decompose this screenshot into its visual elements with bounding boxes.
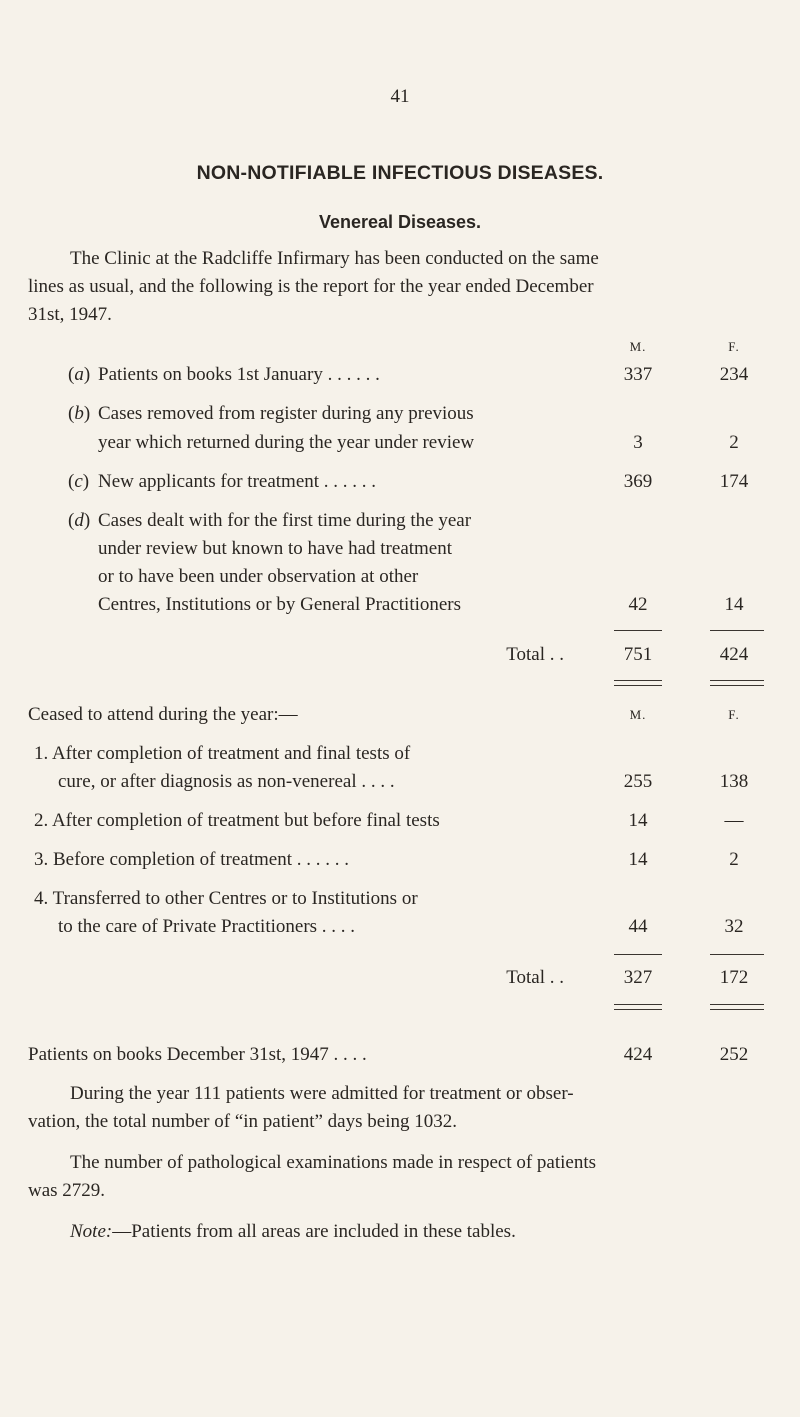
para3-line-1: The number of pathological examinations made in respect of patients (70, 1152, 597, 1173)
table1-row-d-line2 (0, 535, 800, 563)
row-b-line2: year which returned during the year under review (98, 432, 475, 453)
closing-row (0, 1041, 800, 1069)
table1-row-b-line1 (0, 400, 800, 428)
row-a-mark: (a) (68, 364, 91, 385)
row3-label: 3. Before completion of treatment . . . . . . (34, 849, 349, 870)
row-c-mark: (c) (68, 471, 90, 492)
table1-total-f: 424 (719, 644, 749, 665)
row-d-line3: or to have been under observation at other (98, 566, 419, 587)
intro-line-2: lines as usual, and the following is the report for the year ended December (28, 276, 594, 297)
row1-line2: cure, or after diagnosis as non-venereal . . . . (58, 771, 395, 792)
intro-line-3: 31st, 1947. (28, 304, 112, 325)
row4-line1: 4. Transferred to other Centres or to Institutions or (34, 888, 418, 909)
row-b-line1: Cases removed from register during any previous (98, 403, 474, 424)
closing-label: Patients on books December 31st, 1947 . . . . (28, 1044, 367, 1065)
section-subtitle: Venereal Diseases. (318, 212, 482, 232)
row-d-line2: under review but known to have had treatment (98, 538, 453, 559)
row-a-label: Patients on books 1st January . . . . . . (98, 364, 380, 385)
table1-total-m: 751 (623, 644, 653, 665)
table1-row-c (0, 468, 800, 496)
para2-line-2: vation, the total number of “in patient” days being 1032. (28, 1111, 457, 1132)
table2-double-rule-f (710, 1004, 764, 1010)
row-c-f: 174 (719, 471, 749, 492)
table1-head-m: M. (629, 339, 647, 354)
intro-line-1: The Clinic at the Radcliffe Infirmary has been conducted on the same (70, 248, 599, 269)
page-title: NON-NOTIFIABLE INFECTIOUS DISEASES. (196, 162, 604, 184)
row-b-m: 3 (633, 432, 643, 453)
table2-head-m: M. (629, 707, 647, 722)
row1-line1: 1. After completion of treatment and final tests of (34, 743, 411, 764)
row-c-m: 369 (623, 471, 653, 492)
row-b-mark: (b) (68, 403, 91, 424)
note-label: Note: (70, 1221, 113, 1242)
table2-rule-m (614, 954, 662, 955)
row-d-line4: Centres, Institutions or by General Practitioners (98, 594, 462, 615)
table2-heading-row (0, 701, 800, 729)
table1-row-d-line3 (0, 563, 800, 591)
row-d-mark: (d) (68, 510, 91, 531)
table1-rule-f (710, 630, 764, 631)
table2-total-label: Total . . (506, 967, 564, 988)
table2-rule-f (710, 954, 764, 955)
table2-head-f: F. (728, 707, 740, 722)
closing-m: 424 (623, 1044, 653, 1065)
table1-header (0, 333, 800, 361)
table1-row-b-line2 (0, 429, 800, 457)
table2-row-1-line1 (0, 740, 800, 768)
table1-double-rule-f (710, 680, 764, 686)
row-a-f: 234 (719, 364, 749, 385)
table2-total-f: 172 (719, 967, 749, 988)
closing-f: 252 (719, 1044, 749, 1065)
table1-row-d-line1 (0, 507, 800, 535)
row2-label: 2. After completion of treatment but before final tests (34, 810, 440, 831)
table2-row-1-line2 (0, 768, 800, 796)
note-line (28, 1218, 764, 1246)
row-d-m: 42 (628, 594, 648, 615)
para2-line-1: During the year 111 patients were admitted for treatment or obser- (70, 1083, 574, 1104)
table2-total (0, 964, 800, 992)
row-d-line1: Cases dealt with for the first time during the year (98, 510, 472, 531)
table1-row-d-line4 (0, 591, 800, 619)
page-number: 41 (390, 86, 410, 107)
table2-row-4-line2 (0, 913, 800, 941)
table2-total-m: 327 (623, 967, 653, 988)
table2-row-3 (0, 846, 800, 874)
row1-m: 255 (623, 771, 653, 792)
table1-row-a (0, 361, 800, 389)
table2-double-rule-m (614, 1004, 662, 1010)
row2-m: 14 (628, 810, 648, 831)
table1-total (0, 641, 800, 669)
row2-f: — (724, 810, 744, 831)
row-b-f: 2 (729, 432, 739, 453)
table1-head-f: F. (728, 339, 740, 354)
table2-row-2 (0, 807, 800, 835)
table2-row-4-line1 (0, 885, 800, 913)
table1-rule-m (614, 630, 662, 631)
row4-f: 32 (724, 916, 744, 937)
table1-double-rule-m (614, 680, 662, 686)
row-d-f: 14 (724, 594, 744, 615)
row3-m: 14 (628, 849, 648, 870)
table1-total-label: Total . . (506, 644, 564, 665)
row-c-label: New applicants for treatment . . . . . . (98, 471, 377, 492)
row3-f: 2 (729, 849, 739, 870)
note-text: —Patients from all areas are included in these tables. (112, 1221, 516, 1242)
row4-line2: to the care of Private Practitioners . . . . (58, 916, 356, 937)
para3-line-2: was 2729. (28, 1180, 106, 1201)
row4-m: 44 (628, 916, 648, 937)
row1-f: 138 (719, 771, 749, 792)
table2-heading: Ceased to attend during the year:— (28, 704, 298, 725)
row-a-m: 337 (623, 364, 653, 385)
